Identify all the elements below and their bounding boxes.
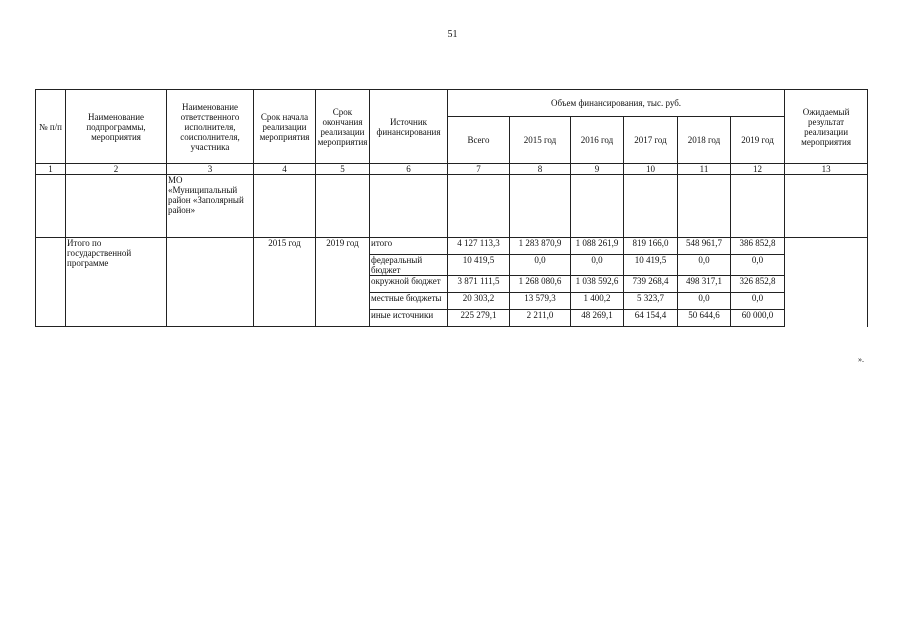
amount-2016: 1 400,2 (571, 293, 624, 310)
amount-2018: 498 317,1 (678, 276, 731, 293)
source-label: иные источники (370, 310, 448, 327)
header-funding: Объем финансирования, тыс. руб. (448, 90, 785, 117)
amount-total: 20 303,2 (448, 293, 510, 310)
amount-2015: 1 283 870,9 (510, 238, 571, 255)
amount-2018: 0,0 (678, 255, 731, 276)
amount-2015: 13 579,3 (510, 293, 571, 310)
amount-2017: 739 268,4 (624, 276, 678, 293)
program-total-name: Итого по государственной программе (66, 238, 167, 327)
amount-2019: 0,0 (731, 255, 785, 276)
header-source: Источник финансирования (370, 90, 448, 164)
header-year: 2017 год (624, 117, 678, 164)
amount-2017: 10 419,5 (624, 255, 678, 276)
table-row (36, 238, 868, 255)
amount-2017: 64 154,4 (624, 310, 678, 327)
source-label: окружной бюджет (370, 276, 448, 293)
column-number: 11 (678, 164, 731, 175)
column-number: 6 (370, 164, 448, 175)
header-name: Наименование подпрограммы, мероприятия (66, 90, 167, 164)
amount-total: 3 871 111,5 (448, 276, 510, 293)
header-end: Срок окончания реализации мероприятия (316, 90, 370, 164)
financing-table (35, 89, 868, 327)
cell (167, 238, 254, 327)
amount-2019: 60 000,0 (731, 310, 785, 327)
cell (678, 175, 731, 238)
column-number: 8 (510, 164, 571, 175)
source-label: местные бюджеты (370, 293, 448, 310)
cell (785, 175, 868, 238)
amount-2018: 0,0 (678, 293, 731, 310)
closing-mark: ». (858, 355, 864, 364)
header-year: 2015 год (510, 117, 571, 164)
header-year: 2016 год (571, 117, 624, 164)
cell (624, 175, 678, 238)
cell (448, 175, 510, 238)
cell (785, 238, 868, 327)
header-result: Ожидаемый результат реализации мероприятия (785, 90, 868, 164)
amount-2016: 48 269,1 (571, 310, 624, 327)
amount-2015: 0,0 (510, 255, 571, 276)
cell (731, 175, 785, 238)
header-executor: Наименование ответственного исполнителя, соисполнителя, участника (167, 90, 254, 164)
amount-2018: 50 644,6 (678, 310, 731, 327)
column-number: 13 (785, 164, 868, 175)
column-number: 12 (731, 164, 785, 175)
cell (36, 238, 66, 327)
amount-2015: 2 211,0 (510, 310, 571, 327)
amount-2017: 819 166,0 (624, 238, 678, 255)
source-label: итого (370, 238, 448, 255)
cell (571, 175, 624, 238)
column-number: 7 (448, 164, 510, 175)
amount-2016: 1 088 261,9 (571, 238, 624, 255)
cell (370, 175, 448, 238)
header-total: Всего (448, 117, 510, 164)
amount-2017: 5 323,7 (624, 293, 678, 310)
header-num: № п/п (36, 90, 66, 164)
amount-2016: 1 038 592,6 (571, 276, 624, 293)
column-number: 4 (254, 164, 316, 175)
cell (36, 175, 66, 238)
executor-cell: МО «Муниципальный район «Заполярный район» (167, 175, 254, 238)
amount-2016: 0,0 (571, 255, 624, 276)
executor-row (36, 175, 868, 238)
page-number: 51 (447, 29, 458, 40)
header-start: Срок начала реализации мероприятия (254, 90, 316, 164)
amount-2019: 386 852,8 (731, 238, 785, 255)
cell (66, 175, 167, 238)
column-number: 5 (316, 164, 370, 175)
header-year: 2019 год (731, 117, 785, 164)
column-number: 1 (36, 164, 66, 175)
amount-2018: 548 961,7 (678, 238, 731, 255)
header-year: 2018 год (678, 117, 731, 164)
amount-total: 4 127 113,3 (448, 238, 510, 255)
column-number-row (36, 164, 868, 175)
amount-2015: 1 268 080,6 (510, 276, 571, 293)
cell (254, 175, 316, 238)
source-label: федеральный бюджет (370, 255, 448, 276)
column-number: 3 (167, 164, 254, 175)
cell (316, 175, 370, 238)
column-number: 2 (66, 164, 167, 175)
start-date: 2015 год (254, 238, 316, 327)
amount-total: 10 419,5 (448, 255, 510, 276)
header-row (36, 90, 868, 117)
amount-2019: 326 852,8 (731, 276, 785, 293)
column-number: 9 (571, 164, 624, 175)
amount-total: 225 279,1 (448, 310, 510, 327)
cell (510, 175, 571, 238)
column-number: 10 (624, 164, 678, 175)
end-date: 2019 год (316, 238, 370, 327)
amount-2019: 0,0 (731, 293, 785, 310)
